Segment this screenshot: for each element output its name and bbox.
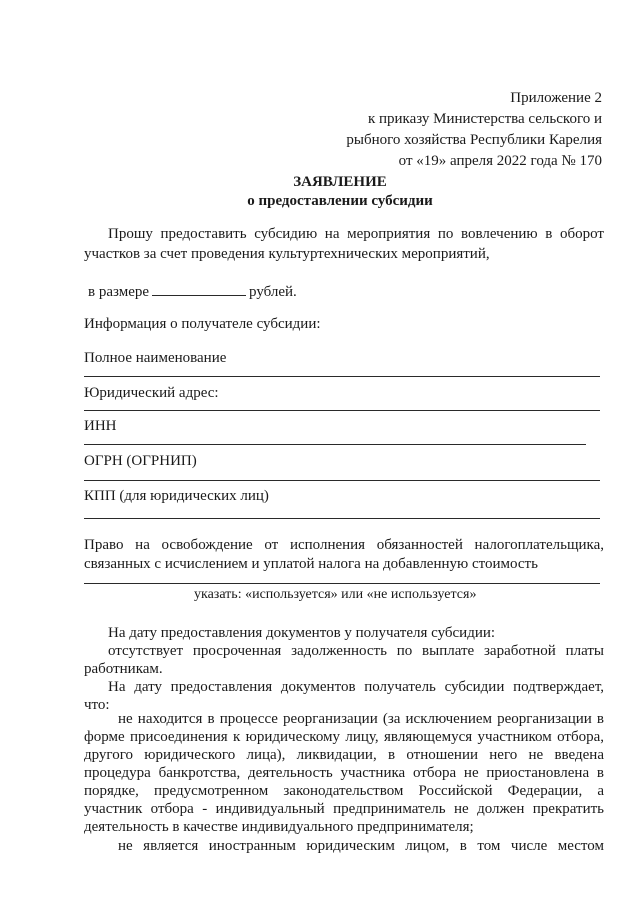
ogrn-blank[interactable] bbox=[84, 480, 600, 481]
legal-address-label: Юридический адрес: bbox=[84, 385, 219, 401]
body-p4-line5: порядке, предусмотренном законодательством Российской Федерации, а bbox=[84, 783, 604, 799]
amount-suffix: рублей. bbox=[249, 284, 297, 300]
amount-prefix: в размере bbox=[88, 284, 150, 300]
body-p2-line1: отсутствует просроченная задолженность по выплате заработной платы bbox=[108, 643, 604, 659]
kpp-blank[interactable] bbox=[84, 518, 600, 519]
document-subtitle: о предоставлении субсидии bbox=[247, 193, 433, 209]
kpp-label: КПП (для юридических лиц) bbox=[84, 488, 269, 504]
body-p4-line7: деятельность в качестве индивидуального предпринимателя; bbox=[84, 819, 474, 835]
request-line-2: участков за счет проведения культуртехнических мероприятий, bbox=[84, 246, 490, 262]
order-ref-line: к приказу Министерства сельского и bbox=[367, 111, 602, 127]
vat-line-2: связанных с исчислением и уплатой налога на добавленную стоимость bbox=[84, 556, 538, 572]
appendix-label: Приложение 2 bbox=[510, 90, 602, 106]
vat-blank[interactable] bbox=[84, 583, 600, 584]
amount-blank-field[interactable] bbox=[152, 282, 246, 296]
body-p1: На дату предоставления документов у получателя субсидии: bbox=[108, 625, 496, 641]
vat-hint: указать: «используется» или «не используется» bbox=[194, 587, 477, 602]
body-p5-line1: не является иностранным юридическим лицом, в том числе местом bbox=[118, 838, 604, 854]
body-p4-line3: другого юридического лица), ликвидации, в отношении него не введена bbox=[84, 747, 604, 763]
legal-address-blank[interactable] bbox=[84, 410, 600, 411]
body-p4-line2: форме присоединения к юридическому лицу, являющемуся участником отбора, bbox=[84, 729, 604, 745]
body-p4-line6: участник отбора - индивидуальный предприниматель не должен прекратить bbox=[84, 801, 604, 817]
info-heading: Информация о получателе субсидии: bbox=[84, 316, 321, 332]
full-name-label: Полное наименование bbox=[84, 350, 227, 366]
request-line-1: Прошу предоставить субсидию на мероприятия по вовлечению в оборот bbox=[108, 226, 604, 242]
full-name-blank[interactable] bbox=[84, 376, 600, 377]
inn-label: ИНН bbox=[84, 418, 117, 434]
document-title: ЗАЯВЛЕНИЕ bbox=[293, 174, 387, 190]
body-p4-line4: процедура банкротства, деятельность участника отбора не приостановлена в bbox=[84, 765, 604, 781]
body-p4-line1: не находится в процессе реорганизации (за исключением реорганизации в bbox=[118, 711, 604, 727]
inn-blank[interactable] bbox=[84, 444, 586, 445]
vat-line-1: Право на освобождение от исполнения обязанностей налогоплательщика, bbox=[84, 537, 604, 553]
order-date-line: от «19» апреля 2022 года № 170 bbox=[398, 153, 602, 169]
body-p3-line2: что: bbox=[84, 697, 110, 713]
ministry-line: рыбного хозяйства Республики Карелия bbox=[346, 132, 602, 148]
body-p3-line1: На дату предоставления документов получатель субсидии подтверждает, bbox=[108, 679, 604, 695]
ogrn-label: ОГРН (ОГРНИП) bbox=[84, 453, 197, 469]
body-p2-line2: работникам. bbox=[84, 661, 163, 677]
amount-line bbox=[88, 282, 297, 301]
